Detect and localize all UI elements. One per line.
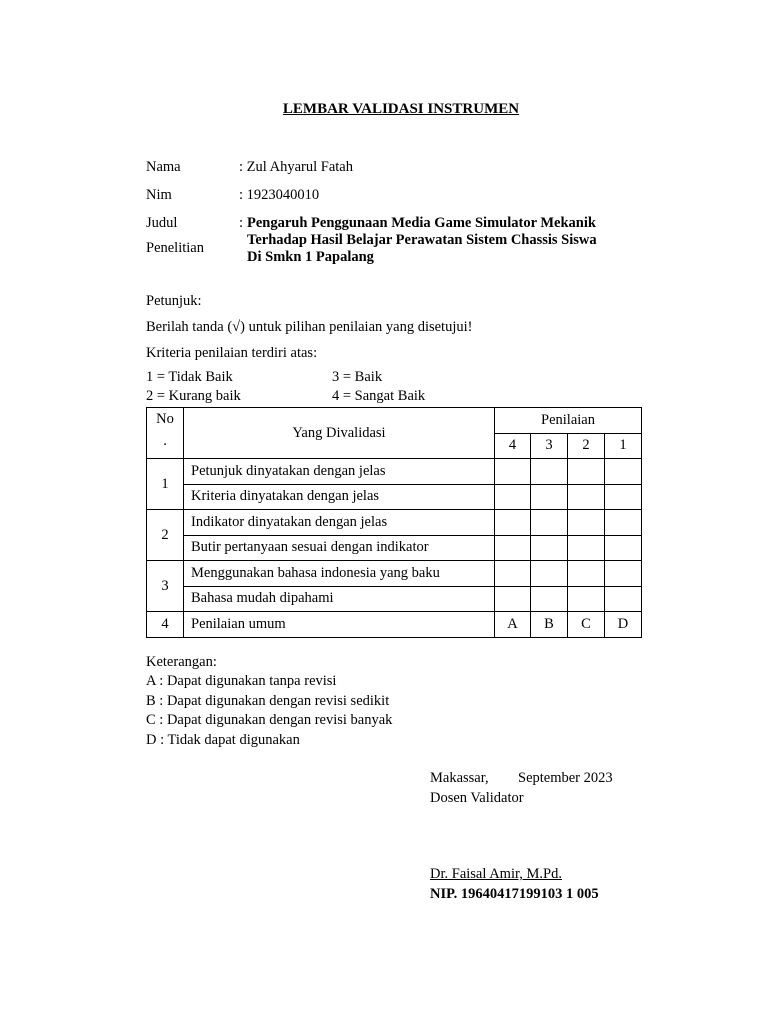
group-no: 1	[147, 459, 184, 510]
header-no	[147, 408, 184, 459]
rating-cell[interactable]	[531, 535, 568, 561]
penelitian-label: Penelitian	[146, 240, 204, 256]
rating-cell[interactable]	[531, 484, 568, 510]
judul-colon: :	[239, 215, 244, 231]
rating-cell[interactable]	[568, 535, 605, 561]
rating-cell[interactable]	[568, 510, 605, 536]
group-no: 2	[147, 510, 184, 561]
header-item: Yang Divalidasi	[184, 408, 495, 459]
rating-cell[interactable]	[531, 510, 568, 536]
notes-item: B : Dapat digunakan dengan revisi sedikit	[146, 693, 390, 709]
general-assessment-label: Penilaian umum	[184, 612, 495, 638]
instructions-line-1: Berilah tanda (√) untuk pilihan penilaian yang disetujui!	[146, 319, 473, 335]
signature-name: Dr. Faisal Amir, M.Pd.	[430, 866, 562, 882]
rating-cell[interactable]	[531, 561, 568, 587]
judul-label: Judul	[146, 215, 178, 231]
table-row-item: Menggunakan bahasa indonesia yang baku	[184, 561, 495, 587]
signature-nip: NIP. 19640417199103 1 005	[430, 886, 599, 902]
header-no-dot: .	[163, 433, 167, 449]
instructions-line-2: Kriteria penilaian terdiri atas:	[146, 345, 318, 361]
rating-cell[interactable]	[495, 510, 531, 536]
judul-line-3: Di Smkn 1 Papalang	[247, 249, 374, 265]
notes-item: A : Dapat digunakan tanpa revisi	[146, 673, 337, 689]
judul-line-1: Pengaruh Penggunaan Media Game Simulator Mekanik	[247, 215, 596, 231]
rating-cell[interactable]	[568, 586, 605, 612]
notes-item: C : Dapat digunakan dengan revisi banyak	[146, 712, 393, 728]
instructions-heading: Petunjuk:	[146, 293, 202, 309]
table-row-item: Bahasa mudah dipahami	[184, 586, 495, 612]
signature-role: Dosen Validator	[430, 790, 524, 806]
score-header: 1	[605, 433, 642, 459]
rating-cell[interactable]	[531, 586, 568, 612]
general-option[interactable]: A	[495, 612, 531, 638]
name-value: : Zul Ahyarul Fatah	[239, 159, 353, 175]
table-row-item: Petunjuk dinyatakan dengan jelas	[184, 459, 495, 485]
table-row-item: Kriteria dinyatakan dengan jelas	[184, 484, 495, 510]
rating-cell[interactable]	[605, 459, 642, 485]
nim-value: : 1923040010	[239, 187, 320, 203]
scale-item: 4 = Sangat Baik	[332, 388, 426, 404]
score-header: 2	[568, 433, 605, 459]
nim-label: Nim	[146, 187, 172, 203]
rating-cell[interactable]	[495, 586, 531, 612]
document-title: LEMBAR VALIDASI INSTRUMEN	[282, 101, 520, 117]
group-no: 4	[147, 612, 184, 638]
rating-cell[interactable]	[495, 561, 531, 587]
rating-cell[interactable]	[605, 535, 642, 561]
table-row-item: Butir pertanyaan sesuai dengan indikator	[184, 535, 495, 561]
group-no: 3	[147, 561, 184, 612]
rating-cell[interactable]	[568, 561, 605, 587]
name-label: Nama	[146, 159, 181, 175]
table-row-item: Indikator dinyatakan dengan jelas	[184, 510, 495, 536]
header-no-text: No	[156, 411, 174, 427]
notes-heading: Keterangan:	[146, 654, 217, 670]
signature-city: Makassar,	[430, 770, 489, 786]
scale-item: 1 = Tidak Baik	[146, 369, 233, 385]
rating-cell[interactable]	[495, 535, 531, 561]
general-option[interactable]: D	[605, 612, 642, 638]
header-rating: Penilaian	[495, 408, 642, 434]
rating-cell[interactable]	[605, 484, 642, 510]
rating-cell[interactable]	[605, 561, 642, 587]
rating-cell[interactable]	[605, 586, 642, 612]
judul-line-2: Terhadap Hasil Belajar Perawatan Sistem Chassis Siswa	[247, 232, 597, 248]
rating-cell[interactable]	[495, 484, 531, 510]
validation-table	[146, 407, 642, 638]
notes-item: D : Tidak dapat digunakan	[146, 732, 300, 748]
score-header: 3	[531, 433, 568, 459]
scale-item: 2 = Kurang baik	[146, 388, 241, 404]
scale-item: 3 = Baik	[332, 369, 383, 385]
rating-cell[interactable]	[495, 459, 531, 485]
signature-date: September 2023	[518, 770, 613, 786]
rating-cell[interactable]	[568, 484, 605, 510]
general-option[interactable]: C	[568, 612, 605, 638]
rating-cell[interactable]	[605, 510, 642, 536]
rating-cell[interactable]	[531, 459, 568, 485]
general-option[interactable]: B	[531, 612, 568, 638]
rating-cell[interactable]	[568, 459, 605, 485]
score-header: 4	[495, 433, 531, 459]
